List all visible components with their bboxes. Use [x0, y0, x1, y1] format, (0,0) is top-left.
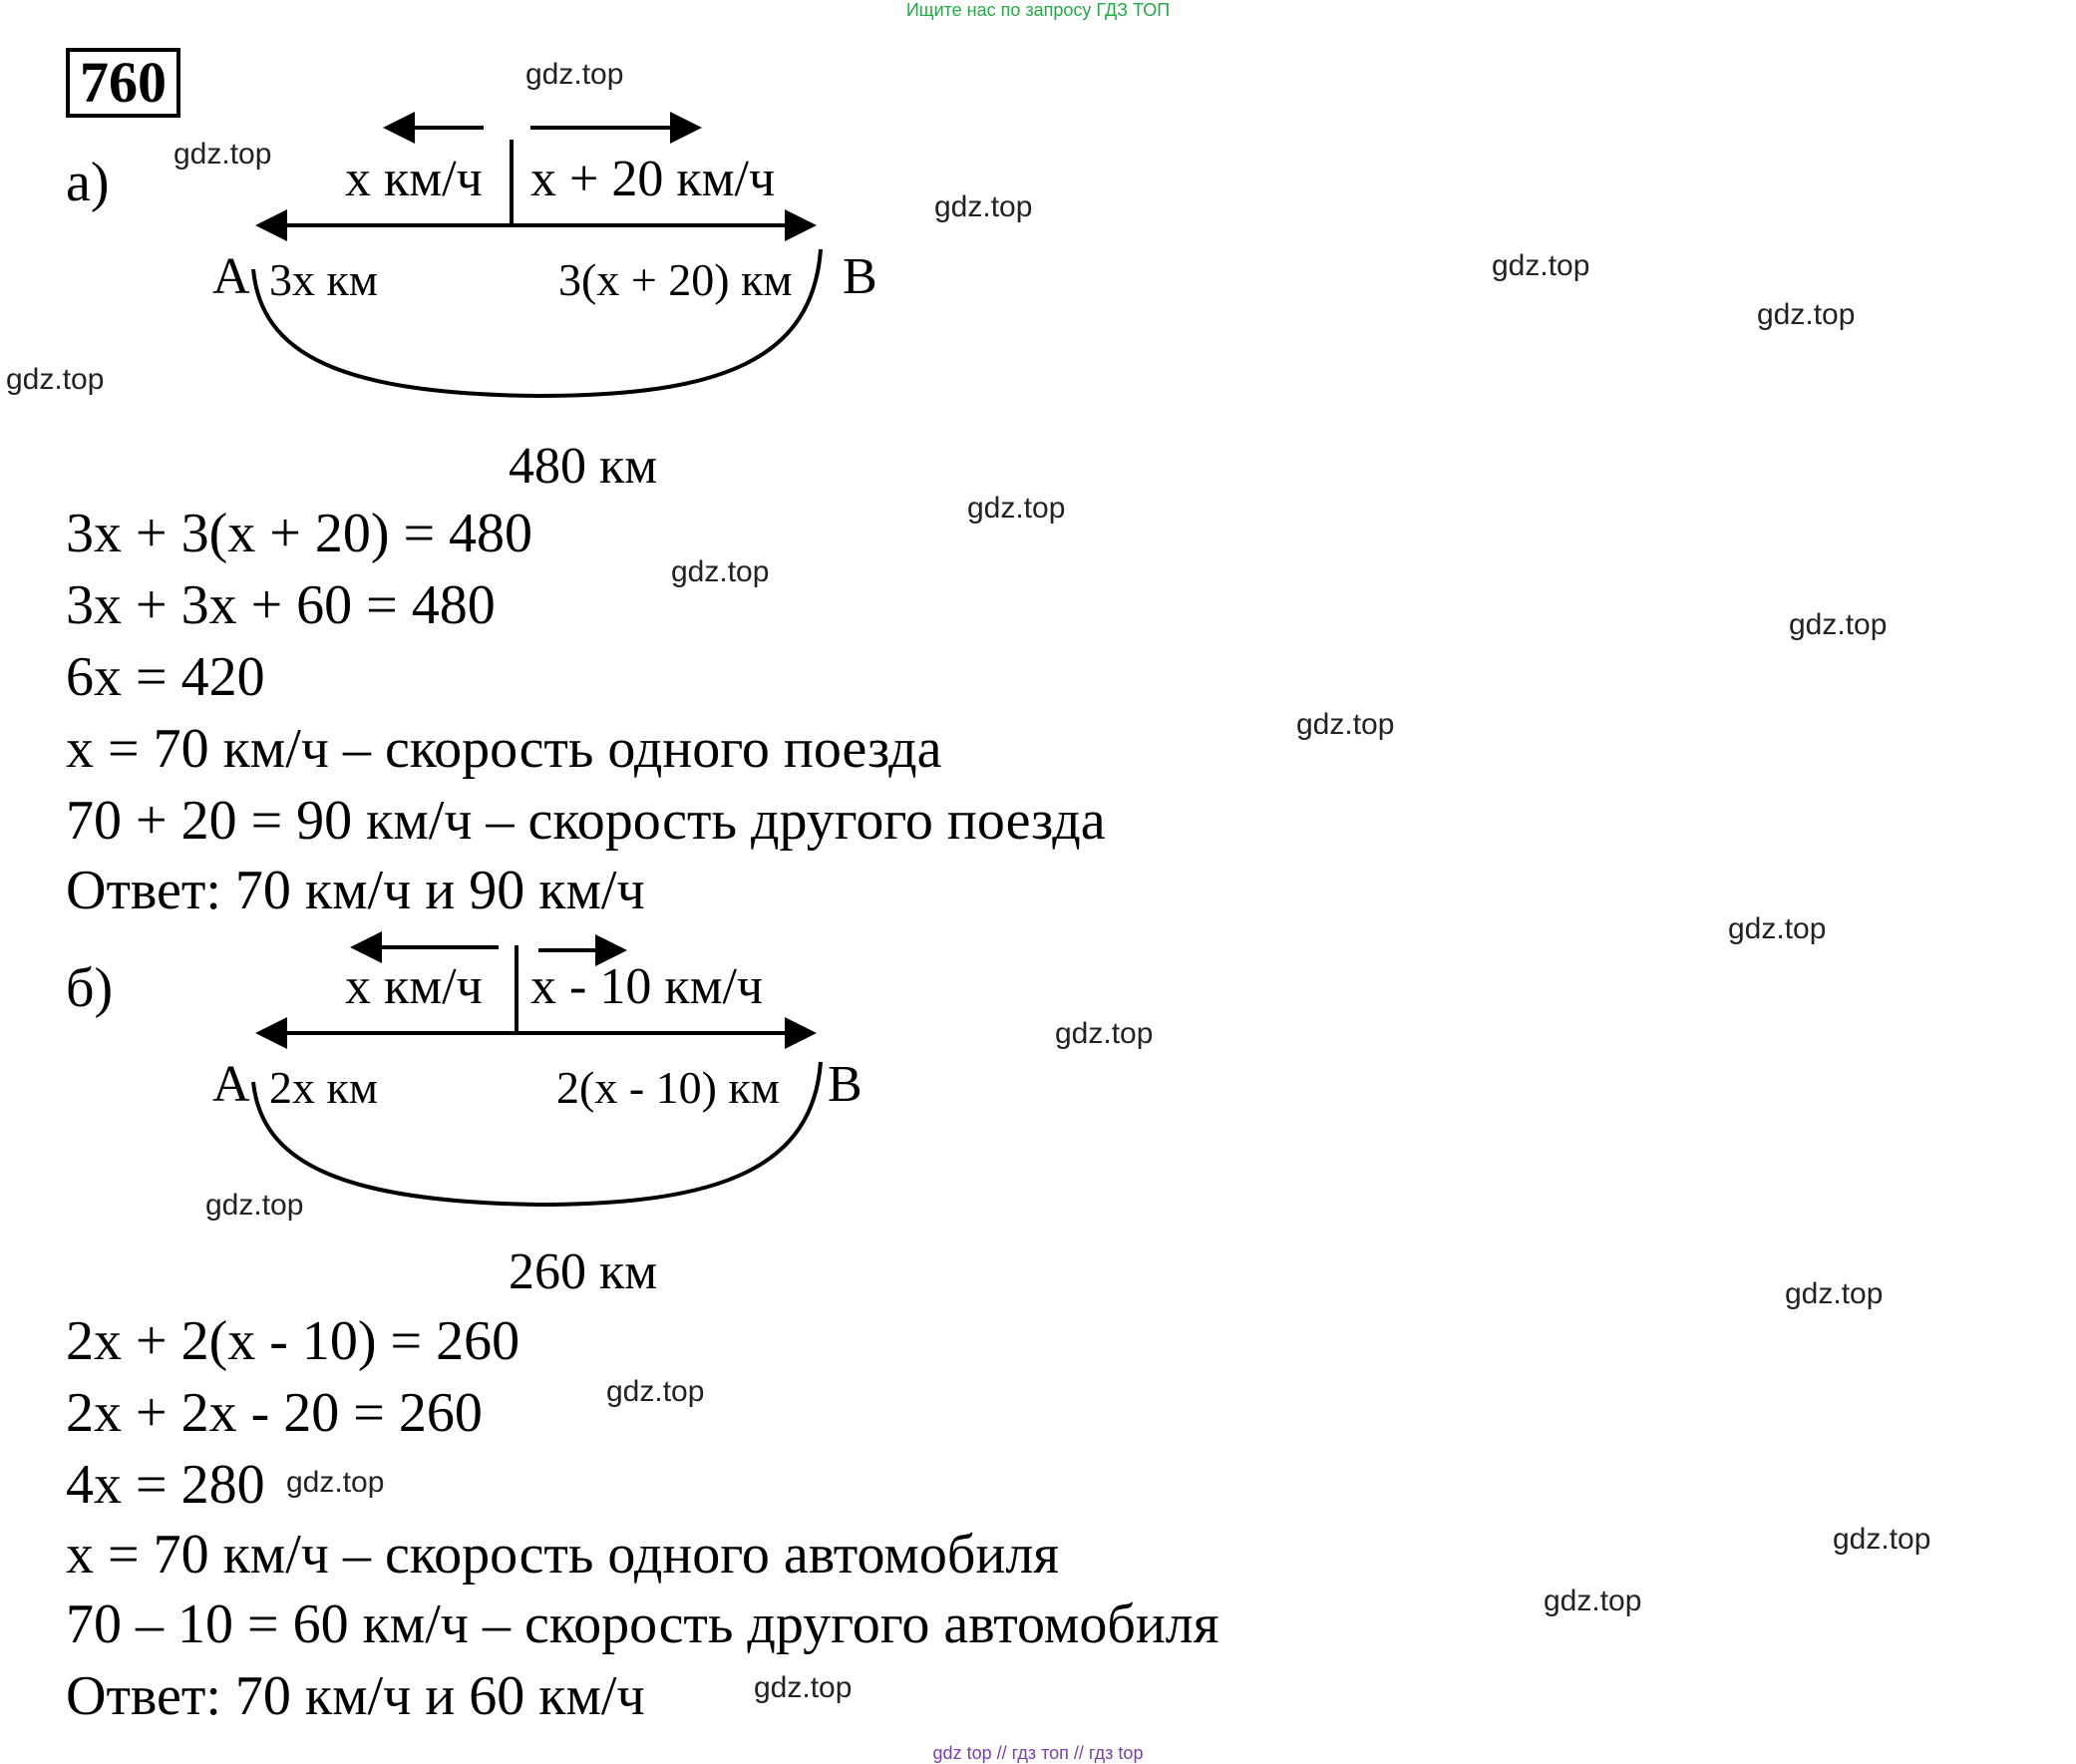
watermark: gdz.top: [173, 138, 272, 171]
watermark: gdz.top: [286, 1466, 385, 1499]
part-a-line-3: 6x = 420: [66, 646, 265, 708]
watermark: gdz.top: [671, 555, 770, 588]
part-a-line-4: x = 70 км/ч – скорость одного поезда: [66, 718, 942, 780]
watermark: gdz.top: [754, 1671, 853, 1704]
watermark: gdz.top: [1492, 249, 1590, 282]
watermark: gdz.top: [1789, 608, 1888, 641]
watermark: gdz.top: [205, 1189, 304, 1222]
part-b-point-a: A: [212, 1056, 250, 1113]
watermark: gdz.top: [967, 492, 1066, 525]
part-a-dist-right: 3(x + 20) км: [558, 254, 793, 305]
part-b-line-3: 4x = 280: [66, 1454, 265, 1516]
watermark: gdz.top: [1757, 298, 1856, 331]
watermark: gdz.top: [606, 1375, 705, 1408]
part-b-dist-right: 2(x - 10) км: [556, 1062, 780, 1113]
part-b-label: б): [66, 957, 114, 1019]
problem-number: 760: [66, 48, 180, 118]
watermark: gdz.top: [525, 58, 624, 91]
watermark: gdz.top: [1544, 1585, 1642, 1617]
part-b-line-5: 70 – 10 = 60 км/ч – скорость другого автомобиля: [66, 1593, 1219, 1655]
part-a-answer: Ответ: 70 км/ч и 90 км/ч: [66, 860, 645, 921]
part-a-speed-left: x км/ч: [345, 151, 483, 207]
part-b-line-4: x = 70 км/ч – скорость одного автомобиля: [66, 1524, 1060, 1586]
part-b-answer: Ответ: 70 км/ч и 60 км/ч: [66, 1665, 645, 1727]
part-a-line-5: 70 + 20 = 90 км/ч – скорость другого поезда: [66, 790, 1106, 852]
watermark: gdz.top: [1055, 1017, 1154, 1050]
watermark: gdz.top: [1833, 1523, 1931, 1556]
part-a-label: а): [66, 152, 110, 213]
part-a-point-a: A: [212, 248, 250, 305]
part-b-total: 260 км: [509, 1243, 658, 1300]
watermark: gdz.top: [1785, 1277, 1884, 1310]
part-a-total: 480 км: [509, 438, 658, 495]
part-a-dist-left: 3x км: [269, 254, 378, 305]
watermark: gdz.top: [6, 363, 105, 396]
footer-links[interactable]: gdz top // гдз топ // гдз top: [932, 1743, 1144, 1763]
watermark: gdz.top: [1296, 708, 1395, 741]
part-b-line-2: 2x + 2x - 20 = 260: [66, 1382, 483, 1444]
part-a-line-2: 3x + 3x + 60 = 480: [66, 574, 496, 636]
part-b-line-1: 2x + 2(x - 10) = 260: [66, 1310, 520, 1372]
part-b-point-b: B: [828, 1056, 863, 1113]
top-note: Ищите нас по запросу ГДЗ ТОП: [905, 0, 1171, 20]
part-a-line-1: 3x + 3(x + 20) = 480: [66, 503, 533, 564]
watermark: gdz.top: [934, 190, 1033, 223]
part-b-speed-right: x - 10 км/ч: [530, 958, 764, 1015]
part-b-dist-left: 2x км: [269, 1062, 378, 1113]
part-b-speed-left: x км/ч: [345, 958, 483, 1015]
part-a-speed-right: x + 20 км/ч: [530, 151, 776, 207]
watermark: gdz.top: [1728, 912, 1827, 945]
part-a-point-b: B: [843, 248, 877, 305]
